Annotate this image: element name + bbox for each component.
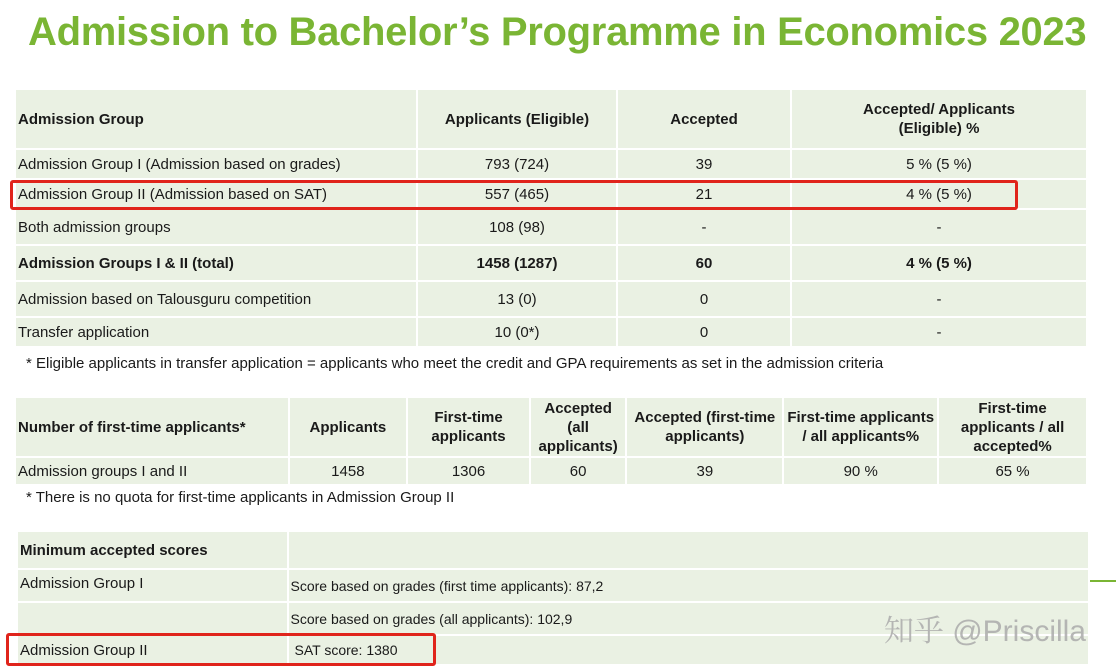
- table-row: [16, 318, 1086, 346]
- table-cell: 4 % (5 %): [792, 180, 1086, 208]
- table-cell: Score based on grades (first time applicants): 87,2: [289, 570, 1089, 601]
- table-cell: Score based on grades (all applicants): 102,9: [289, 603, 1089, 634]
- column-header: First-time applicants / all applicants%: [784, 398, 937, 456]
- table-cell: 21: [618, 180, 790, 208]
- table-cell: Admission Groups I & II (total): [16, 246, 416, 280]
- column-header: Number of first-time applicants*: [16, 398, 288, 456]
- table-row: [16, 150, 1086, 178]
- column-header: Applicants: [290, 398, 407, 456]
- table-cell: 4 % (5 %): [792, 246, 1086, 280]
- table-cell: Both admission groups: [16, 210, 416, 244]
- column-header: Accepted (first-time applicants): [627, 398, 782, 456]
- column-header: First-time applicants: [408, 398, 529, 456]
- table-cell: -: [792, 282, 1086, 316]
- table1-footnote: * Eligible applicants in transfer application = applicants who meet the credit and GPA requirements as set in the admission criteria: [26, 355, 884, 372]
- table-cell: [18, 603, 287, 634]
- table-cell: Transfer application: [16, 318, 416, 346]
- table-cell: -: [792, 318, 1086, 346]
- table-row: [16, 282, 1086, 316]
- table-cell: -: [792, 210, 1086, 244]
- table-cell: 60: [618, 246, 790, 280]
- table-cell: 60: [531, 458, 626, 484]
- table-cell: 1458 (1287): [418, 246, 616, 280]
- table-header-row: [16, 90, 1086, 148]
- table-cell: 0: [618, 282, 790, 316]
- table-row: [16, 210, 1086, 244]
- table-cell: SAT score: 1380: [289, 636, 1089, 664]
- table-cell: 39: [618, 150, 790, 178]
- table-header-row: [16, 398, 1086, 456]
- column-header: Accepted (all applicants): [531, 398, 626, 456]
- table-cell: Admission Group II: [18, 636, 287, 664]
- table-cell: 90 %: [784, 458, 937, 484]
- table-cell: Admission Group I (Admission based on grades): [16, 150, 416, 178]
- column-header: Admission Group: [16, 90, 416, 148]
- table-cell: Admission groups I and II: [16, 458, 288, 484]
- table-cell: Admission Group II (Admission based on SAT): [16, 180, 416, 208]
- table-cell: 1458: [290, 458, 407, 484]
- table-cell: Admission based on Talousguru competition: [16, 282, 416, 316]
- table2-footnote: * There is no quota for first-time applicants in Admission Group II: [26, 489, 455, 506]
- admission-results-table: [14, 88, 1088, 348]
- column-header: Minimum accepted scores: [18, 532, 287, 568]
- table-cell-empty: [289, 532, 1089, 568]
- table-row: [16, 458, 1086, 484]
- table-cell: -: [618, 210, 790, 244]
- table-cell: 5 % (5 %): [792, 150, 1086, 178]
- table-cell: 557 (465): [418, 180, 616, 208]
- table-cell: 13 (0): [418, 282, 616, 316]
- decorative-line: [1090, 580, 1116, 582]
- table-row: [16, 180, 1086, 208]
- column-header: First-time applicants / all accepted%: [939, 398, 1086, 456]
- table-cell: 10 (0*): [418, 318, 616, 346]
- table-row: [18, 570, 1088, 601]
- table-row-total: [16, 246, 1086, 280]
- watermark: 知乎 @Priscilla: [883, 615, 1086, 648]
- table-cell: 65 %: [939, 458, 1086, 484]
- first-time-applicants-table: [14, 396, 1088, 486]
- column-header: Accepted: [618, 90, 790, 148]
- table-cell: 0: [618, 318, 790, 346]
- table-cell: 39: [627, 458, 782, 484]
- column-header: Applicants (Eligible): [418, 90, 616, 148]
- table-header-row: [18, 532, 1088, 568]
- table-cell: Admission Group I: [18, 570, 287, 601]
- table-cell: 1306: [408, 458, 529, 484]
- column-header: Accepted/ Applicants (Eligible) %: [792, 90, 1086, 148]
- page-title: Admission to Bachelor’s Programme in Economics 2023: [28, 10, 1087, 54]
- table-cell: 793 (724): [418, 150, 616, 178]
- table-cell: 108 (98): [418, 210, 616, 244]
